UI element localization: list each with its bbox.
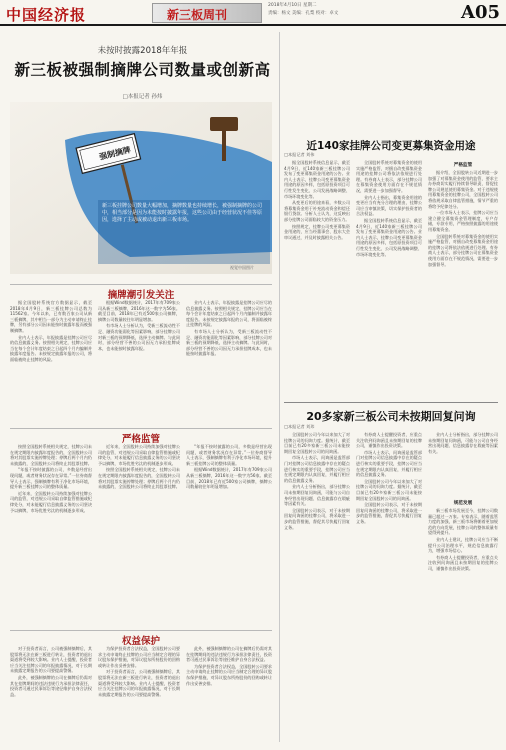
paragraph: 业内人士表示，年报披露是挂牌公司应尽的信息披露义务。按照相关规定，挂牌公司应当在每个会计年度结束之日起四个月内编制并披露年度报告。未按规定披露年报的公司，将面临被终止挂牌的风险。 — [10, 334, 92, 362]
right-bottom-subhead: 规范发展 — [453, 501, 473, 506]
paragraph: 业内人士指出，募集资金用途的变更应当有充分合理的理由，挂牌公司应当审慎决策，切实保护投资者的合法权益。 — [356, 194, 422, 217]
paragraph: 对于投资者而言，公司被强制摘牌后，其股票将无法在新三板进行转让，投资者的退出渠道将受到较大影响。业内人士提醒，投资者应当关注挂牌公司的年报披露情况，对于长期未披露定期报告的公司要提高警惕。 — [10, 646, 92, 674]
lead-headline: 新三板被强制摘牌公司数量或创新高 — [14, 61, 271, 79]
text-column — [10, 646, 92, 742]
right-top-byline: □本报记者 刘伟 — [284, 152, 315, 157]
text-column — [98, 646, 180, 742]
paragraph: 根据Wind数据统计，2017年有709家公司从新三板摘牌，2016年这一数字为56家。截至目前，2018年已有近500家公司摘牌，摘牌公司数量较往年明显增加。 — [186, 467, 272, 490]
paragraph: 有市场人士分析认为，受新三板流动性不足、融资功能弱化等因素影响，部分挂牌公司对新三板的预期降低，选择主动摘牌。与此同时，部分经营不善的公司因无力承担挂牌成本，也未能按时披露年报。 — [186, 328, 272, 357]
paragraph: 据全国股转系统官方数据显示，截至2018年4月9日，新三板挂牌公司总数为11562家。今年以来，已有数百家公司从新三板摘牌，其中相当一部分为主动申请终止挂牌，另有部分公司因未能按时披露年报而被强制摘牌。 — [10, 300, 92, 333]
text-column — [10, 444, 92, 612]
text-column — [186, 646, 272, 742]
paragraph: 对于投资者而言，公司被强制摘牌后，其股票将无法在新三板进行转让，投资者的退出渠道将受到较大影响。业内人士提醒，投资者应当关注挂牌公司的年报披露情况，对于长期未披露定期报告的公司要提高警惕。 — [98, 669, 180, 697]
paragraph: 全国股转公司今年以来加大了对挂牌公司的问询力度。据统计，截至目前已有20多家新三板公司未能按期回复全国股转公司的问询函。 — [284, 432, 350, 454]
text-column — [356, 432, 422, 742]
text-column — [428, 432, 498, 498]
paragraph: 业内人士表示，年报披露是挂牌公司应尽的信息披露义务。按照相关规定，挂牌公司应当在每个会计年度结束之日起四个月内编制并披露年度报告。未按规定披露年报的公司，将面临被终止挂牌的风险。 — [186, 300, 272, 328]
section-title: 严格监管 — [121, 434, 160, 445]
paragraph: 根据Wind数据统计，2017年有709家公司从新三板摘牌，2016年这一数字为56家。截至目前，2018年已有近500家公司摘牌，摘牌公司数量较往年明显增加。 — [98, 300, 180, 322]
paragraph: 此外，被强制摘牌的公司在摘牌后仍需对其在挂牌期间的违法违规行为承担法律责任，投资者可通过民事诉讼等途径维护自身合法权益。 — [10, 674, 92, 697]
paragraph: 一位市场人士表示，挂牌公司应当建立健全募集资金管理制度，专户存储，专款专用，严格按照披露的用途使用募集资金。 — [428, 210, 498, 232]
paragraph: 据全国股转系统信息显示，截至4月9日，近140家新三板挂牌公司发布了变更募集资金用途的公告。业内人士表示，挂牌公司变更募集资金用途的原因多样，包括原投资项目可行性发生变化、公司发展战略调整、市场环境变化等。 — [356, 217, 422, 257]
masthead — [0, 0, 506, 26]
paragraph: 为保护投资者合法权益，全国股转公司要求主动申请终止挂牌的公司应当制定合理的异议股东保护措施，对异议股东所持股份的回购或转让作出妥善安排。 — [186, 663, 272, 686]
lead-byline: □本报记者 孙炜 — [122, 94, 163, 100]
paragraph: 业内人士分析指出，部分挂牌公司未按期回复问询函，可能与公司自身经营出现问题、信息披露存在瑕疵等因素有关。 — [428, 432, 498, 454]
lead-subtitle: 未按时披露2018年年报 — [97, 46, 188, 56]
paragraph: 业内人士分析指出，部分挂牌公司未按期回复问询函，可能与公司自身经营出现问题、信息披露存在瑕疵等因素有关。 — [284, 484, 350, 507]
text-column — [356, 160, 422, 400]
text-column — [186, 300, 272, 405]
divider — [10, 630, 272, 631]
paragraph: 此外，被强制摘牌的公司在摘牌后仍需对其在挂牌期间的违法违规行为承担法律责任，投资者可通过民事诉讼等途径维护自身合法权益。 — [186, 646, 272, 663]
illustration-overlay-text: 新三板挂牌公司数量大幅增加，摘牌数量也持续增长，被强制摘牌的公司中，相当部分是因为未能按时披露年报，这些公司由于经营状况不佳等原因，选择了主动或被动退出新三板市场。 — [102, 203, 263, 223]
section-banner — [152, 3, 262, 23]
paragraph: 业内人士建议，挂牌公司应当不断提升公司治理水平，规范信息披露行为，增强市场信心。 — [428, 536, 498, 554]
divider — [284, 402, 498, 403]
dateline: 2018年4月10日 星期二 — [268, 3, 317, 8]
page-number: A05 — [460, 2, 500, 23]
section-title: 权益保护 — [121, 636, 160, 647]
text-column — [428, 170, 498, 400]
paragraph: 有券商人士提醒投资者，应重点关注收到问询函且未按期回复的挂牌公司，谨慎作出投资决策。 — [356, 432, 422, 449]
paragraph: 从变更后的用途来看，多数公司将募集资金用于补充流动资金和偿还银行贷款。分析人士认为，这反映出部分挂牌公司面临较大的资金压力。 — [284, 200, 350, 222]
text-column — [428, 508, 498, 742]
paragraph: 全国股转公司表示，对于未按期回复问询函的挂牌公司，将采取进一步的监管措施，督促其尽快履行回复义务。 — [284, 507, 350, 530]
paragraph: 新三板市场发展至今，挂牌公司数量已超过一万家。专家表示，随着监管力度的加强，新三板市场将朝着更加规范的方向发展，挂牌公司的整体质量有望得到提升。 — [428, 508, 498, 536]
right-top-headline: 近140家挂牌公司变更募集资金用途 — [306, 140, 476, 152]
section-title: 摘牌潮引发关注 — [107, 290, 175, 301]
newspaper-logo: 中国经济报 — [6, 6, 87, 24]
paragraph: 全国股转公司表示，对于未按期回复问询函的挂牌公司，将采取进一步的监管措施，督促其尽快履行回复义务。 — [356, 502, 422, 524]
lead-illustration — [10, 102, 272, 274]
paragraph: “年报不按时披露的公司，多数是经营出现问题，或者财务状况存在异常。”一位券商督导人士表示，强制摘牌有利于净化市场环境，提升新三板挂牌公司的整体质量。 — [186, 444, 272, 466]
right-bottom-headline: 20多家新三板公司未按期回复问询 — [306, 410, 476, 423]
paragraph: 按照全国股转系统相关规定，挂牌公司未在规定期限内披露年度报告的，全国股转公司将对其股票实施停牌处理；停牌后两个月内仍未披露的，全国股转公司将终止其股票挂牌。 — [98, 467, 180, 490]
paragraph: 据全国股转系统信息显示，截至4月9日，近140家新三板挂牌公司发布了变更募集资金用途的公告。业内人士表示，挂牌公司变更募集资金用途的原因多样，包括原投资项目可行性发生变化、公司发展战略调整、市场环境变化等。 — [284, 160, 350, 199]
divider — [10, 284, 272, 285]
paragraph: 为保护投资者合法权益，全国股转公司要求主动申请终止挂牌的公司应当制定合理的异议股东保护措施，对异议股东所持股份的回购或转让作出妥善安排。 — [98, 646, 180, 668]
editor-line: 责编：杨文 美编：孔梨 校对：卓文 — [268, 11, 339, 16]
illustration-tag: 强制摘牌 — [98, 145, 132, 162]
paragraph: 市场人士表示，问询函是监管部门对挂牌公司信息披露中存在的疑点进行核实的重要手段，挂牌公司应当在规定期限内认真回复，并履行相应的信息披露义务。 — [284, 455, 350, 483]
right-top-subhead: 严格监管 — [453, 163, 473, 168]
column-divider — [279, 32, 280, 742]
text-column — [10, 300, 92, 405]
paragraph: 全国股转公司今年以来加大了对挂牌公司的问询力度。据统计，截至目前已有20多家新三板公司未能按期回复全国股转公司的问询函。 — [356, 478, 422, 501]
paragraph: “年报不按时披露的公司，多数是经营出现问题，或者财务状况存在异常。”一位券商督导人士表示，强制摘牌有利于净化市场环境，提升新三板挂牌公司的整体质量。 — [10, 467, 92, 490]
illustration-graphic — [10, 102, 272, 274]
paragraph: 按照全国股转系统相关规定，挂牌公司未在规定期限内披露年度报告的，全国股转公司将对其股票实施停牌处理；停牌后两个月内仍未披露的，全国股转公司将终止其股票挂牌。 — [10, 444, 92, 466]
paragraph: 按照规定，挂牌公司变更募集资金用途的，应当经董事会、股东大会审议通过，并及时披露相关公告。 — [284, 223, 350, 240]
text-column — [98, 444, 180, 612]
paragraph: 近年来，全国股转公司持续加强对挂牌公司的监管，对违规公司采取自律监管措施或纪律处分，对未能履行信息披露义务的公司坚决予以摘牌，市场优胜劣汰的机制逐步形成。 — [98, 444, 180, 466]
paragraph: 据介绍，全国股转公司近期进一步加强了对募集资金使用的监管，要求主办券商切实履行持续督导职责，督促挂牌公司规范使用募集资金。对于违规使用募集资金的挂牌公司，全国股转公司将依规采取自律监管措施，情节严重的将给予纪律处分。 — [428, 170, 498, 209]
section-banner-text: 新三板周刊 — [167, 8, 228, 22]
text-column — [284, 160, 350, 400]
illustration-caption: 视觉中国图片 — [230, 265, 254, 270]
text-column — [284, 432, 350, 742]
paragraph: 有市场人士分析认为，受新三板流动性不足、融资功能弱化等因素影响，部分挂牌公司对新三板的预期降低，选择主动摘牌。与此同时，部分经营不善的公司因无力承担挂牌成本，也未能按时披露年报。 — [98, 323, 180, 351]
paragraph: 有券商人士提醒投资者，应重点关注收到问询函且未按期回复的挂牌公司，谨慎作出投资决策。 — [428, 554, 498, 571]
paragraph: 全国股转系统对募集资金的使用实施严格监管，对擅自改变募集资金用途的挂牌公司将依法依规进行处理。有券商人士表示，部分挂牌公司在募集资金使用方面存在不规范情况，需要进一步加强督导。 — [428, 233, 498, 267]
text-column — [98, 300, 180, 405]
right-bottom-byline: □本报记者 刘玮 — [284, 424, 315, 429]
text-column — [186, 444, 272, 612]
paragraph: 全国股转系统对募集资金的使用实施严格监管，对擅自改变募集资金用途的挂牌公司将依法依规进行处理。有券商人士表示，部分挂牌公司在募集资金使用方面存在不规范情况，需要进一步加强督导。 — [356, 160, 422, 193]
paragraph: 市场人士表示，问询函是监管部门对挂牌公司信息披露中存在的疑点进行核实的重要手段，挂牌公司应当在规定期限内认真回复，并履行相应的信息披露义务。 — [356, 449, 422, 478]
divider — [10, 428, 272, 429]
paragraph: 近年来，全国股转公司持续加强对挂牌公司的监管，对违规公司采取自律监管措施或纪律处分，对未能履行信息披露义务的公司坚决予以摘牌，市场优胜劣汰的机制逐步形成。 — [10, 490, 92, 513]
